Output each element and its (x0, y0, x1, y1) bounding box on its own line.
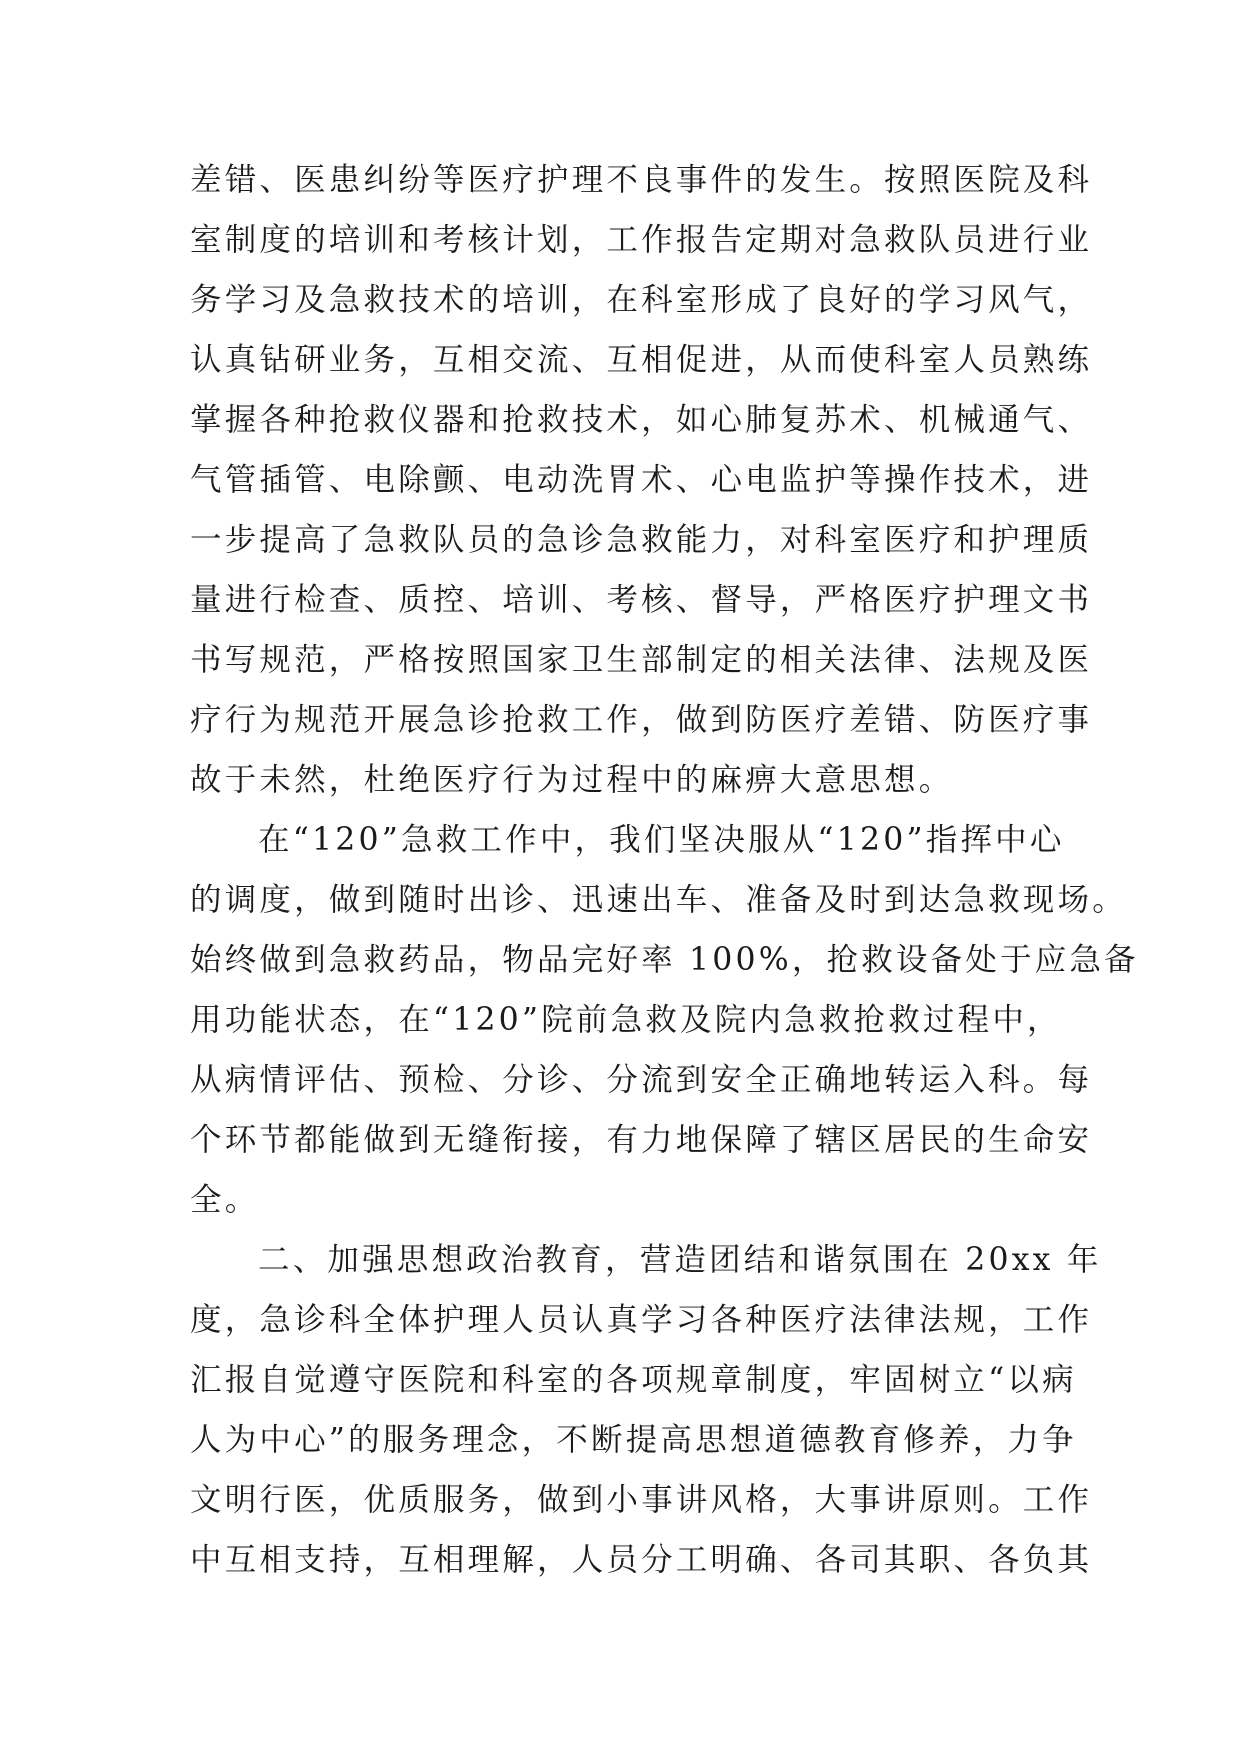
text-line: 故于未然，杜绝医疗行为过程中的麻痹大意思想。 (190, 762, 954, 798)
paragraph-start-line: 在“120”急救工作中，我们坚决服从“120”指挥中心 (258, 822, 1065, 858)
text-line: 疗行为规范开展急诊抢救工作，做到防医疗差错、防医疗事 (190, 702, 1093, 738)
text-line: 文明行医，优质服务，做到小事讲风格，大事讲原则。工作 (190, 1482, 1093, 1518)
document-body (190, 150, 1139, 1590)
text-line: 度，急诊科全体护理人员认真学习各种医疗法律法规，工作 (190, 1302, 1093, 1338)
text-line: 掌握各种抢救仪器和抢救技术，如心肺复苏术、机械通气、 (190, 402, 1093, 438)
text-line: 室制度的培训和考核计划，工作报告定期对急救队员进行业 (190, 222, 1093, 258)
text-line: 汇报自觉遵守医院和科室的各项规章制度，牢固树立“以病 (190, 1362, 1077, 1398)
text-line: 差错、医患纠纷等医疗护理不良事件的发生。按照医院及科 (190, 162, 1093, 198)
text-line: 全。 (190, 1182, 260, 1218)
text-line: 书写规范，严格按照国家卫生部制定的相关法律、法规及医 (190, 642, 1093, 678)
text-line: 量进行检查、质控、培训、考核、督导，严格医疗护理文书 (190, 582, 1093, 618)
text-line: 务学习及急救技术的培训，在科室形成了良好的学习风气， (190, 282, 1093, 318)
text-line: 的调度，做到随时出诊、迅速出车、准备及时到达急救现场。 (190, 882, 1127, 918)
text-line: 从病情评估、预检、分诊、分流到安全正确地转运入科。每 (190, 1062, 1093, 1098)
paragraph-start-line: 二、加强思想政治教育，营造团结和谐氛围在 20xx 年 (258, 1242, 1102, 1278)
text-line: 气管插管、电除颤、电动洗胃术、心电监护等操作技术，进 (190, 462, 1093, 498)
text-line: 认真钻研业务，互相交流、互相促进，从而使科室人员熟练 (190, 342, 1093, 378)
text-line: 中互相支持，互相理解，人员分工明确、各司其职、各负其 (190, 1542, 1093, 1578)
text-line: 个环节都能做到无缝衔接，有力地保障了辖区居民的生命安 (190, 1122, 1093, 1158)
text-line: 一步提高了急救队员的急诊急救能力，对科室医疗和护理质 (190, 522, 1093, 558)
text-line: 用功能状态，在“120”院前急救及院内急救抢救过程中， (190, 1002, 1062, 1038)
text-line: 始终做到急救药品，物品完好率 100%，抢救设备处于应急备 (190, 942, 1139, 978)
text-line: 人为中心”的服务理念，不断提高思想道德教育修养，力争 (190, 1422, 1077, 1458)
